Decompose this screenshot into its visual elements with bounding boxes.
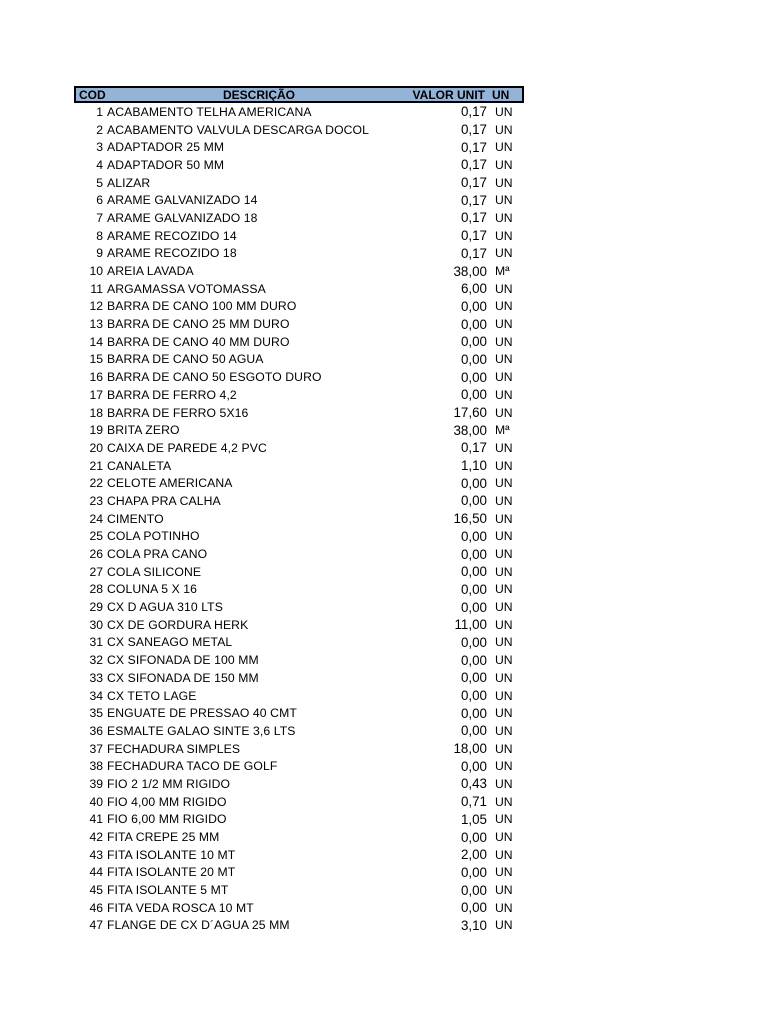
table-row: [74, 846, 524, 864]
cell-cod: 47: [89, 918, 103, 933]
table-row: [74, 474, 524, 492]
header-valor-unit: VALOR UNIT: [412, 87, 485, 102]
cell-cod: 3: [96, 140, 103, 155]
cell-cod: 31: [89, 635, 103, 650]
cell-un: UN: [495, 706, 513, 721]
cell-un: UN: [495, 830, 513, 845]
cell-cod: 46: [89, 900, 103, 915]
cell-valor-unit: 18,00: [453, 741, 487, 757]
cell-cod: 43: [89, 847, 103, 862]
table-row: [74, 828, 524, 846]
table-row: [74, 740, 524, 758]
cell-descricao: FECHADURA TACO DE GOLF: [107, 759, 278, 774]
cell-un: UN: [495, 493, 513, 508]
cell-un: UN: [495, 210, 513, 225]
cell-un: UN: [495, 175, 513, 190]
cell-descricao: BARRA DE FERRO 5X16: [107, 405, 249, 420]
table-row: [74, 404, 524, 422]
cell-un: UN: [495, 600, 513, 615]
table-row: [74, 103, 524, 121]
cell-cod: 25: [89, 529, 103, 544]
cell-un: UN: [495, 883, 513, 898]
cell-un: UN: [495, 564, 513, 579]
table-row: [74, 811, 524, 829]
table-row: [74, 757, 524, 775]
cell-descricao: CAIXA DE PAREDE 4,2 PVC: [107, 440, 267, 455]
cell-descricao: BARRA DE CANO 40 MM DURO: [107, 334, 290, 349]
cell-descricao: FIO 2 1/2 MM RIGIDO: [107, 776, 231, 791]
table-row: [74, 793, 524, 811]
cell-cod: 44: [89, 865, 103, 880]
cell-descricao: CX D AGUA 310 LTS: [107, 600, 223, 615]
table-row: [74, 138, 524, 156]
cell-valor-unit: 0,17: [460, 228, 487, 244]
cell-valor-unit: 0,17: [460, 210, 487, 226]
cell-cod: 18: [89, 405, 103, 420]
cell-cod: 14: [89, 334, 103, 349]
cell-un: Mª: [495, 264, 510, 279]
cell-un: UN: [495, 440, 513, 455]
cell-un: UN: [495, 458, 513, 473]
cell-valor-unit: 0,00: [460, 599, 487, 615]
cell-cod: 13: [89, 317, 103, 332]
cell-un: UN: [495, 759, 513, 774]
price-table: [74, 86, 524, 934]
cell-valor-unit: 0,00: [460, 369, 487, 385]
table-row: [74, 598, 524, 616]
cell-descricao: COLA PRA CANO: [107, 547, 208, 562]
cell-valor-unit: 0,00: [460, 528, 487, 544]
cell-cod: 26: [89, 547, 103, 562]
cell-cod: 21: [89, 458, 103, 473]
cell-un: UN: [495, 794, 513, 809]
cell-descricao: CX SIFONADA DE 100 MM: [107, 653, 259, 668]
cell-descricao: CX DE GORDURA HERK: [107, 617, 249, 632]
cell-cod: 37: [89, 741, 103, 756]
cell-cod: 35: [89, 706, 103, 721]
cell-descricao: FITA ISOLANTE 5 MT: [107, 883, 229, 898]
cell-valor-unit: 0,00: [460, 351, 487, 367]
cell-un: UN: [495, 104, 513, 119]
cell-un: UN: [495, 405, 513, 420]
table-row: [74, 439, 524, 457]
cell-un: UN: [495, 865, 513, 880]
cell-valor-unit: 1,10: [460, 458, 487, 474]
cell-descricao: FITA ISOLANTE 10 MT: [107, 847, 236, 862]
cell-un: UN: [495, 246, 513, 261]
cell-valor-unit: 1,05: [460, 811, 487, 827]
cell-descricao: COLUNA 5 X 16: [107, 582, 198, 597]
cell-un: UN: [495, 140, 513, 155]
cell-valor-unit: 0,17: [460, 157, 487, 173]
cell-valor-unit: 0,00: [460, 581, 487, 597]
cell-descricao: BARRA DE CANO 100 MM DURO: [107, 299, 297, 314]
cell-valor-unit: 0,71: [460, 794, 487, 810]
cell-descricao: ENGUATE DE PRESSAO 40 CMT: [107, 706, 297, 721]
cell-descricao: BARRA DE FERRO 4,2: [107, 387, 237, 402]
table-row: [74, 775, 524, 793]
cell-valor-unit: 0,00: [460, 882, 487, 898]
cell-valor-unit: 0,17: [460, 440, 487, 456]
cell-descricao: CELOTE AMERICANA: [107, 476, 233, 491]
cell-valor-unit: 0,00: [460, 564, 487, 580]
cell-descricao: ACABAMENTO TELHA AMERICANA: [107, 104, 312, 119]
cell-un: UN: [495, 723, 513, 738]
cell-un: UN: [495, 370, 513, 385]
cell-valor-unit: 6,00: [460, 281, 487, 297]
cell-cod: 11: [90, 281, 103, 296]
table-row: [74, 386, 524, 404]
cell-valor-unit: 0,00: [460, 652, 487, 668]
cell-un: UN: [495, 334, 513, 349]
header-un: UN: [492, 87, 510, 102]
cell-descricao: FECHADURA SIMPLES: [107, 741, 241, 756]
table-row: [74, 687, 524, 705]
cell-valor-unit: 0,00: [460, 334, 487, 350]
cell-un: UN: [495, 352, 513, 367]
table-row: [74, 616, 524, 634]
cell-cod: 39: [89, 776, 103, 791]
cell-cod: 12: [89, 299, 103, 314]
cell-un: UN: [495, 317, 513, 332]
table-row: [74, 581, 524, 599]
cell-descricao: FITA VEDA ROSCA 10 MT: [107, 900, 254, 915]
cell-cod: 1: [96, 104, 103, 119]
cell-un: UN: [495, 847, 513, 862]
table-row: [74, 333, 524, 351]
cell-descricao: ACABAMENTO VALVULA DESCARGA DOCOL: [107, 122, 370, 137]
cell-un: UN: [495, 688, 513, 703]
cell-valor-unit: 3,10: [460, 917, 487, 933]
cell-valor-unit: 0,00: [460, 900, 487, 916]
cell-descricao: COLA SILICONE: [107, 564, 202, 579]
cell-descricao: CX TETO LAGE: [107, 688, 197, 703]
table-row: [74, 528, 524, 546]
cell-descricao: COLA POTINHO: [107, 529, 200, 544]
cell-descricao: CIMENTO: [107, 511, 164, 526]
cell-un: UN: [495, 299, 513, 314]
cell-cod: 2: [96, 122, 103, 137]
cell-valor-unit: 0,00: [460, 475, 487, 491]
cell-valor-unit: 0,00: [460, 829, 487, 845]
table-row: [74, 315, 524, 333]
table-row: [74, 262, 524, 280]
cell-cod: 20: [89, 440, 103, 455]
cell-un: UN: [495, 511, 513, 526]
cell-valor-unit: 0,00: [460, 705, 487, 721]
cell-cod: 38: [89, 759, 103, 774]
cell-valor-unit: 0,17: [460, 175, 487, 191]
cell-descricao: FLANGE DE CX D´AGUA 25 MM: [107, 918, 290, 933]
table-row: [74, 121, 524, 139]
cell-valor-unit: 0,00: [460, 634, 487, 650]
table-row: [74, 368, 524, 386]
cell-valor-unit: 0,00: [460, 387, 487, 403]
cell-descricao: FIO 6,00 MM RIGIDO: [107, 812, 227, 827]
cell-valor-unit: 0,00: [460, 723, 487, 739]
cell-valor-unit: 0,17: [460, 122, 487, 138]
cell-cod: 42: [89, 830, 103, 845]
cell-descricao: AREIA LAVADA: [107, 264, 194, 279]
cell-valor-unit: 0,17: [460, 245, 487, 261]
cell-cod: 16: [89, 370, 103, 385]
cell-cod: 23: [89, 493, 103, 508]
table-row: [74, 298, 524, 316]
table-body: [74, 103, 524, 934]
cell-cod: 29: [89, 600, 103, 615]
cell-descricao: CHAPA PRA CALHA: [107, 493, 221, 508]
cell-valor-unit: 0,00: [460, 758, 487, 774]
table-header-row: [74, 86, 524, 103]
cell-descricao: ESMALTE GALAO SINTE 3,6 LTS: [107, 723, 296, 738]
cell-descricao: CX SANEAGO METAL: [107, 635, 233, 650]
cell-valor-unit: 0,00: [460, 546, 487, 562]
cell-un: Mª: [495, 423, 510, 438]
cell-un: UN: [495, 741, 513, 756]
cell-descricao: BARRA DE CANO 50 AGUA: [107, 352, 264, 367]
cell-cod: 5: [96, 175, 103, 190]
header-descricao: DESCRIÇÃO: [222, 87, 295, 102]
cell-valor-unit: 38,00: [453, 263, 487, 279]
table-row: [74, 492, 524, 510]
table-row: [74, 917, 524, 935]
cell-valor-unit: 0,00: [460, 864, 487, 880]
cell-cod: 40: [89, 794, 103, 809]
cell-cod: 28: [89, 582, 103, 597]
cell-un: UN: [495, 617, 513, 632]
cell-cod: 15: [89, 352, 103, 367]
cell-cod: 24: [89, 511, 103, 526]
cell-valor-unit: 0,00: [460, 670, 487, 686]
cell-descricao: CANALETA: [107, 458, 172, 473]
cell-descricao: FITA ISOLANTE 20 MT: [107, 865, 236, 880]
table-row: [74, 174, 524, 192]
cell-cod: 33: [89, 670, 103, 685]
table-row: [74, 634, 524, 652]
cell-un: UN: [495, 653, 513, 668]
cell-un: UN: [495, 918, 513, 933]
cell-descricao: BARRA DE CANO 50 ESGOTO DURO: [107, 370, 322, 385]
table-row: [74, 651, 524, 669]
cell-un: UN: [495, 281, 513, 296]
cell-valor-unit: 0,17: [460, 192, 487, 208]
table-row: [74, 457, 524, 475]
cell-valor-unit: 38,00: [453, 422, 487, 438]
cell-descricao: ARGAMASSA VOTOMASSA: [107, 281, 266, 296]
cell-descricao: ALIZAR: [107, 175, 151, 190]
cell-descricao: ADAPTADOR 25 MM: [107, 140, 225, 155]
cell-descricao: BARRA DE CANO 25 MM DURO: [107, 317, 290, 332]
table-row: [74, 351, 524, 369]
cell-valor-unit: 11,00: [454, 617, 487, 633]
cell-descricao: ARAME GALVANIZADO 14: [107, 193, 258, 208]
cell-cod: 9: [96, 246, 103, 261]
table-row: [74, 280, 524, 298]
cell-un: UN: [495, 157, 513, 172]
cell-cod: 19: [89, 423, 103, 438]
cell-descricao: ARAME RECOZIDO 18: [107, 246, 237, 261]
cell-cod: 45: [89, 883, 103, 898]
cell-un: UN: [495, 776, 513, 791]
table-row: [74, 669, 524, 687]
table-row: [74, 864, 524, 882]
cell-un: UN: [495, 228, 513, 243]
cell-descricao: FITA CREPE 25 MM: [107, 830, 220, 845]
cell-descricao: FIO 4,00 MM RIGIDO: [107, 794, 227, 809]
cell-cod: 4: [96, 157, 103, 172]
cell-un: UN: [495, 670, 513, 685]
cell-descricao: ARAME GALVANIZADO 18: [107, 210, 258, 225]
cell-cod: 34: [89, 688, 103, 703]
table-row: [74, 156, 524, 174]
cell-valor-unit: 16,50: [453, 511, 487, 527]
table-row: [74, 227, 524, 245]
cell-cod: 10: [89, 264, 103, 279]
cell-valor-unit: 0,43: [460, 776, 487, 792]
cell-un: UN: [495, 387, 513, 402]
cell-valor-unit: 17,60: [453, 405, 487, 421]
header-cod: COD: [79, 87, 106, 102]
table-row: [74, 421, 524, 439]
cell-cod: 6: [96, 193, 103, 208]
cell-cod: 30: [89, 617, 103, 632]
cell-valor-unit: 0,00: [460, 493, 487, 509]
cell-cod: 8: [96, 228, 103, 243]
cell-valor-unit: 0,00: [460, 298, 487, 314]
table-row: [74, 899, 524, 917]
table-row: [74, 881, 524, 899]
cell-valor-unit: 0,00: [460, 688, 487, 704]
cell-un: UN: [495, 529, 513, 544]
cell-cod: 27: [89, 564, 103, 579]
cell-un: UN: [495, 582, 513, 597]
table-row: [74, 545, 524, 563]
table-row: [74, 245, 524, 263]
cell-descricao: ARAME RECOZIDO 14: [107, 228, 237, 243]
cell-valor-unit: 0,17: [460, 104, 487, 120]
cell-un: UN: [495, 635, 513, 650]
cell-un: UN: [495, 547, 513, 562]
table-row: [74, 209, 524, 227]
cell-valor-unit: 2,00: [460, 847, 487, 863]
cell-descricao: BRITA ZERO: [107, 423, 180, 438]
cell-un: UN: [495, 900, 513, 915]
cell-descricao: CX SIFONADA DE 150 MM: [107, 670, 259, 685]
cell-un: UN: [495, 476, 513, 491]
cell-cod: 36: [89, 723, 103, 738]
cell-cod: 7: [96, 210, 103, 225]
cell-valor-unit: 0,17: [460, 139, 487, 155]
cell-cod: 41: [89, 812, 103, 827]
table-row: [74, 722, 524, 740]
cell-descricao: ADAPTADOR 50 MM: [107, 157, 225, 172]
cell-valor-unit: 0,00: [460, 316, 487, 332]
cell-cod: 17: [89, 387, 103, 402]
table-row: [74, 563, 524, 581]
table-row: [74, 510, 524, 528]
cell-cod: 22: [89, 476, 103, 491]
table-row: [74, 704, 524, 722]
cell-un: UN: [495, 812, 513, 827]
cell-cod: 32: [89, 653, 103, 668]
cell-un: UN: [495, 193, 513, 208]
cell-un: UN: [495, 122, 513, 137]
table-row: [74, 191, 524, 209]
